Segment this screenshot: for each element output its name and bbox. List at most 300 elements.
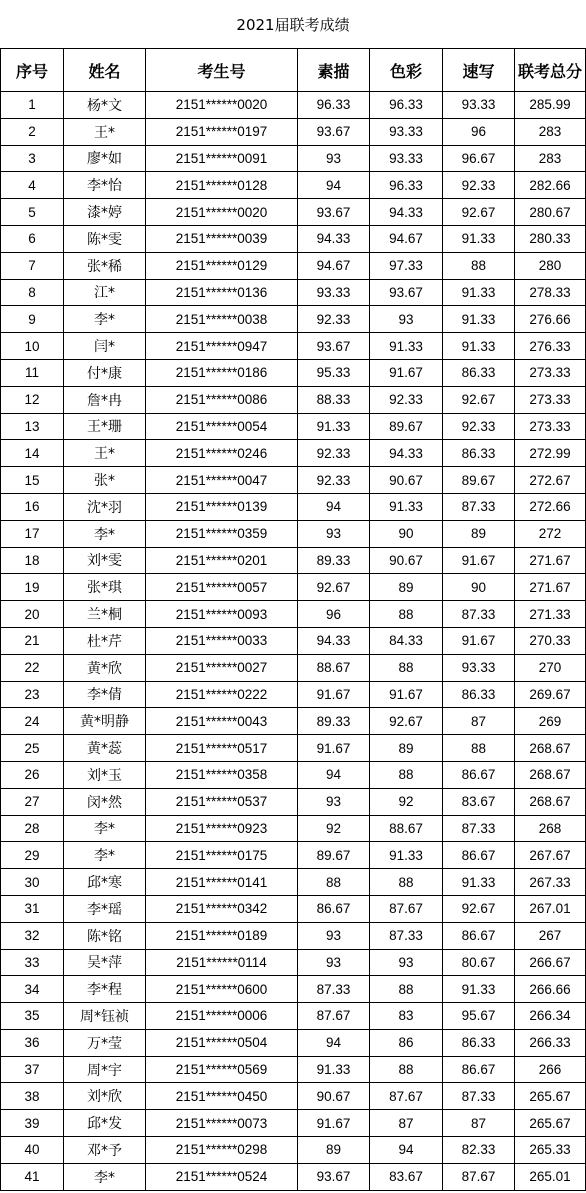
cell-name: 黄*明静 — [64, 708, 146, 735]
cell-serial-number: 8 — [1, 279, 64, 306]
cell-color: 92.67 — [370, 708, 443, 735]
cell-sketch: 93.33 — [298, 279, 370, 306]
cell-candidate-number: 2151******0141 — [146, 869, 298, 896]
cell-serial-number: 30 — [1, 869, 64, 896]
cell-candidate-number: 2151******0033 — [146, 627, 298, 654]
table-row — [1, 1110, 586, 1137]
table-row — [1, 681, 586, 708]
cell-total-score: 270 — [515, 654, 586, 681]
cell-quick-sketch: 83.67 — [443, 788, 515, 815]
cell-sketch: 92.33 — [298, 467, 370, 494]
cell-name: 詹*冉 — [64, 386, 146, 413]
cell-candidate-number: 2151******0246 — [146, 440, 298, 467]
header-candidate-number: 考生号 — [146, 49, 298, 92]
table-row — [1, 118, 586, 145]
cell-quick-sketch: 86.33 — [443, 440, 515, 467]
cell-total-score: 266.34 — [515, 1003, 586, 1030]
cell-color: 88 — [370, 654, 443, 681]
cell-total-score: 269 — [515, 708, 586, 735]
cell-quick-sketch: 92.33 — [443, 172, 515, 199]
cell-quick-sketch: 86.67 — [443, 922, 515, 949]
cell-serial-number: 20 — [1, 601, 64, 628]
header-color: 色彩 — [370, 49, 443, 92]
cell-total-score: 265.67 — [515, 1083, 586, 1110]
cell-quick-sketch: 87.33 — [443, 493, 515, 520]
cell-color: 93.33 — [370, 118, 443, 145]
cell-name: 廖*如 — [64, 145, 146, 172]
table-row — [1, 574, 586, 601]
cell-quick-sketch: 91.67 — [443, 547, 515, 574]
cell-serial-number: 17 — [1, 520, 64, 547]
table-row — [1, 252, 586, 279]
cell-sketch: 94 — [298, 761, 370, 788]
cell-sketch: 93.67 — [298, 333, 370, 360]
cell-quick-sketch: 96.67 — [443, 145, 515, 172]
cell-total-score: 265.67 — [515, 1110, 586, 1137]
cell-sketch: 88.67 — [298, 654, 370, 681]
cell-serial-number: 16 — [1, 493, 64, 520]
cell-sketch: 92.33 — [298, 440, 370, 467]
cell-total-score: 280 — [515, 252, 586, 279]
cell-total-score: 269.67 — [515, 681, 586, 708]
header-sketch: 素描 — [298, 49, 370, 92]
cell-quick-sketch: 91.67 — [443, 627, 515, 654]
cell-sketch: 92 — [298, 815, 370, 842]
cell-quick-sketch: 92.33 — [443, 413, 515, 440]
cell-quick-sketch: 92.67 — [443, 199, 515, 226]
cell-serial-number: 6 — [1, 225, 64, 252]
cell-total-score: 267 — [515, 922, 586, 949]
cell-total-score: 268.67 — [515, 735, 586, 762]
cell-sketch: 89.67 — [298, 842, 370, 869]
cell-sketch: 89.33 — [298, 708, 370, 735]
cell-sketch: 91.33 — [298, 413, 370, 440]
cell-name: 刘*玉 — [64, 761, 146, 788]
cell-serial-number: 7 — [1, 252, 64, 279]
cell-total-score: 268.67 — [515, 788, 586, 815]
cell-serial-number: 13 — [1, 413, 64, 440]
table-row — [1, 1083, 586, 1110]
cell-sketch: 94 — [298, 172, 370, 199]
cell-candidate-number: 2151******0086 — [146, 386, 298, 413]
cell-color: 91.33 — [370, 333, 443, 360]
cell-candidate-number: 2151******0129 — [146, 252, 298, 279]
cell-name: 李* — [64, 842, 146, 869]
cell-name: 邓*予 — [64, 1137, 146, 1164]
cell-total-score: 270.33 — [515, 627, 586, 654]
cell-serial-number: 39 — [1, 1110, 64, 1137]
cell-candidate-number: 2151******0006 — [146, 1003, 298, 1030]
cell-sketch: 91.67 — [298, 681, 370, 708]
cell-sketch: 91.67 — [298, 1110, 370, 1137]
cell-serial-number: 11 — [1, 359, 64, 386]
cell-quick-sketch: 86.67 — [443, 761, 515, 788]
cell-color: 89 — [370, 735, 443, 762]
cell-total-score: 283 — [515, 118, 586, 145]
cell-sketch: 93 — [298, 145, 370, 172]
cell-quick-sketch: 87 — [443, 708, 515, 735]
cell-quick-sketch: 80.67 — [443, 949, 515, 976]
table-header-row — [1, 49, 586, 92]
cell-name: 李*瑶 — [64, 895, 146, 922]
cell-candidate-number: 2151******0342 — [146, 895, 298, 922]
cell-total-score: 265.33 — [515, 1137, 586, 1164]
cell-color: 92.33 — [370, 386, 443, 413]
cell-candidate-number: 2151******0020 — [146, 199, 298, 226]
cell-color: 87.33 — [370, 922, 443, 949]
cell-quick-sketch: 93.33 — [443, 654, 515, 681]
cell-candidate-number: 2151******0298 — [146, 1137, 298, 1164]
cell-total-score: 271.67 — [515, 574, 586, 601]
cell-color: 94.33 — [370, 440, 443, 467]
cell-serial-number: 27 — [1, 788, 64, 815]
cell-total-score: 267.01 — [515, 895, 586, 922]
cell-total-score: 267.67 — [515, 842, 586, 869]
cell-name: 刘*欣 — [64, 1083, 146, 1110]
cell-name: 李* — [64, 520, 146, 547]
cell-sketch: 94.33 — [298, 627, 370, 654]
table-row — [1, 386, 586, 413]
cell-candidate-number: 2151******0027 — [146, 654, 298, 681]
cell-quick-sketch: 87 — [443, 1110, 515, 1137]
cell-color: 91.33 — [370, 493, 443, 520]
cell-quick-sketch: 82.33 — [443, 1137, 515, 1164]
cell-candidate-number: 2151******0524 — [146, 1163, 298, 1190]
cell-sketch: 89 — [298, 1137, 370, 1164]
header-total-score: 联考总分 — [515, 49, 586, 92]
cell-color: 90 — [370, 520, 443, 547]
cell-quick-sketch: 87.33 — [443, 1083, 515, 1110]
cell-name: 杨*文 — [64, 92, 146, 119]
cell-total-score: 265.01 — [515, 1163, 586, 1190]
cell-name: 李* — [64, 815, 146, 842]
table-row — [1, 1163, 586, 1190]
cell-total-score: 266.67 — [515, 949, 586, 976]
cell-candidate-number: 2151******0047 — [146, 467, 298, 494]
cell-candidate-number: 2151******0057 — [146, 574, 298, 601]
cell-total-score: 280.67 — [515, 199, 586, 226]
table-row — [1, 172, 586, 199]
cell-color: 90.67 — [370, 467, 443, 494]
cell-candidate-number: 2151******0569 — [146, 1056, 298, 1083]
table-row — [1, 708, 586, 735]
cell-color: 86 — [370, 1029, 443, 1056]
cell-sketch: 91.67 — [298, 735, 370, 762]
cell-color: 94 — [370, 1137, 443, 1164]
cell-candidate-number: 2151******0197 — [146, 118, 298, 145]
cell-candidate-number: 2151******0186 — [146, 359, 298, 386]
table-row — [1, 869, 586, 896]
table-row — [1, 92, 586, 119]
table-row — [1, 145, 586, 172]
cell-name: 张*琪 — [64, 574, 146, 601]
cell-total-score: 280.33 — [515, 225, 586, 252]
cell-serial-number: 4 — [1, 172, 64, 199]
cell-color: 90.67 — [370, 547, 443, 574]
cell-name: 王* — [64, 118, 146, 145]
cell-quick-sketch: 91.33 — [443, 869, 515, 896]
cell-sketch: 93.67 — [298, 199, 370, 226]
cell-name: 李* — [64, 1163, 146, 1190]
cell-name: 邱*发 — [64, 1110, 146, 1137]
cell-sketch: 96.33 — [298, 92, 370, 119]
cell-serial-number: 24 — [1, 708, 64, 735]
cell-quick-sketch: 88 — [443, 252, 515, 279]
cell-candidate-number: 2151******0923 — [146, 815, 298, 842]
table-row — [1, 654, 586, 681]
cell-sketch: 94 — [298, 493, 370, 520]
cell-serial-number: 14 — [1, 440, 64, 467]
cell-color: 87.67 — [370, 1083, 443, 1110]
cell-name: 陈*雯 — [64, 225, 146, 252]
cell-sketch: 86.67 — [298, 895, 370, 922]
cell-serial-number: 41 — [1, 1163, 64, 1190]
cell-color: 97.33 — [370, 252, 443, 279]
cell-quick-sketch: 91.33 — [443, 279, 515, 306]
cell-serial-number: 19 — [1, 574, 64, 601]
cell-color: 96.33 — [370, 92, 443, 119]
cell-total-score: 273.33 — [515, 359, 586, 386]
cell-sketch: 92.33 — [298, 306, 370, 333]
cell-sketch: 88 — [298, 869, 370, 896]
cell-candidate-number: 2151******0139 — [146, 493, 298, 520]
cell-name: 周*钰祯 — [64, 1003, 146, 1030]
cell-sketch: 93 — [298, 788, 370, 815]
cell-quick-sketch: 91.33 — [443, 976, 515, 1003]
cell-serial-number: 21 — [1, 627, 64, 654]
cell-name: 黄*蕊 — [64, 735, 146, 762]
cell-color: 84.33 — [370, 627, 443, 654]
cell-total-score: 266.66 — [515, 976, 586, 1003]
table-row — [1, 1056, 586, 1083]
cell-name: 闵*然 — [64, 788, 146, 815]
cell-name: 王* — [64, 440, 146, 467]
cell-candidate-number: 2151******0358 — [146, 761, 298, 788]
cell-quick-sketch: 86.67 — [443, 842, 515, 869]
cell-quick-sketch: 90 — [443, 574, 515, 601]
cell-name: 漆*婷 — [64, 199, 146, 226]
cell-name: 万*莹 — [64, 1029, 146, 1056]
cell-total-score: 271.33 — [515, 601, 586, 628]
cell-color: 83.67 — [370, 1163, 443, 1190]
table-row — [1, 440, 586, 467]
table-row — [1, 949, 586, 976]
cell-serial-number: 9 — [1, 306, 64, 333]
cell-serial-number: 28 — [1, 815, 64, 842]
table-row — [1, 788, 586, 815]
cell-serial-number: 25 — [1, 735, 64, 762]
cell-quick-sketch: 95.67 — [443, 1003, 515, 1030]
table-row — [1, 627, 586, 654]
cell-serial-number: 31 — [1, 895, 64, 922]
cell-quick-sketch: 86.67 — [443, 1056, 515, 1083]
cell-serial-number: 12 — [1, 386, 64, 413]
header-name: 姓名 — [64, 49, 146, 92]
cell-candidate-number: 2151******0128 — [146, 172, 298, 199]
cell-name: 黄*欣 — [64, 654, 146, 681]
cell-name: 李* — [64, 306, 146, 333]
cell-name: 江* — [64, 279, 146, 306]
cell-total-score: 267.33 — [515, 869, 586, 896]
cell-color: 87.67 — [370, 895, 443, 922]
cell-serial-number: 29 — [1, 842, 64, 869]
cell-total-score: 266 — [515, 1056, 586, 1083]
cell-name: 陈*铭 — [64, 922, 146, 949]
table-row — [1, 842, 586, 869]
cell-quick-sketch: 87.33 — [443, 601, 515, 628]
cell-candidate-number: 2151******0517 — [146, 735, 298, 762]
table-row — [1, 520, 586, 547]
cell-quick-sketch: 87.67 — [443, 1163, 515, 1190]
cell-total-score: 282.66 — [515, 172, 586, 199]
cell-quick-sketch: 91.33 — [443, 333, 515, 360]
cell-sketch: 87.33 — [298, 976, 370, 1003]
cell-sketch: 93.67 — [298, 118, 370, 145]
cell-candidate-number: 2151******0189 — [146, 922, 298, 949]
cell-candidate-number: 2151******0359 — [146, 520, 298, 547]
cell-quick-sketch: 87.33 — [443, 815, 515, 842]
cell-color: 96.33 — [370, 172, 443, 199]
cell-serial-number: 2 — [1, 118, 64, 145]
cell-quick-sketch: 91.33 — [443, 225, 515, 252]
cell-color: 93 — [370, 949, 443, 976]
cell-serial-number: 32 — [1, 922, 64, 949]
cell-name: 刘*雯 — [64, 547, 146, 574]
cell-candidate-number: 2151******0093 — [146, 601, 298, 628]
cell-candidate-number: 2151******0450 — [146, 1083, 298, 1110]
cell-name: 闫* — [64, 333, 146, 360]
cell-name: 吴*萍 — [64, 949, 146, 976]
cell-color: 88 — [370, 761, 443, 788]
cell-sketch: 94 — [298, 1029, 370, 1056]
cell-total-score: 273.33 — [515, 413, 586, 440]
cell-color: 88 — [370, 869, 443, 896]
cell-serial-number: 26 — [1, 761, 64, 788]
cell-name: 张*稀 — [64, 252, 146, 279]
cell-candidate-number: 2151******0504 — [146, 1029, 298, 1056]
cell-color: 87 — [370, 1110, 443, 1137]
table-row — [1, 199, 586, 226]
cell-total-score: 272.66 — [515, 493, 586, 520]
cell-color: 93.33 — [370, 145, 443, 172]
cell-sketch: 93 — [298, 922, 370, 949]
cell-sketch: 90.67 — [298, 1083, 370, 1110]
cell-serial-number: 37 — [1, 1056, 64, 1083]
cell-name: 李*怡 — [64, 172, 146, 199]
cell-quick-sketch: 86.33 — [443, 1029, 515, 1056]
table-row — [1, 815, 586, 842]
cell-color: 83 — [370, 1003, 443, 1030]
cell-sketch: 94.67 — [298, 252, 370, 279]
table-row — [1, 1029, 586, 1056]
cell-total-score: 278.33 — [515, 279, 586, 306]
cell-candidate-number: 2151******0537 — [146, 788, 298, 815]
cell-candidate-number: 2151******0020 — [146, 92, 298, 119]
cell-sketch: 89.33 — [298, 547, 370, 574]
cell-serial-number: 5 — [1, 199, 64, 226]
cell-name: 杜*芹 — [64, 627, 146, 654]
cell-serial-number: 3 — [1, 145, 64, 172]
cell-serial-number: 23 — [1, 681, 64, 708]
table-row — [1, 306, 586, 333]
cell-serial-number: 34 — [1, 976, 64, 1003]
cell-name: 李*倩 — [64, 681, 146, 708]
cell-color: 88 — [370, 601, 443, 628]
cell-quick-sketch: 96 — [443, 118, 515, 145]
cell-candidate-number: 2151******0136 — [146, 279, 298, 306]
table-row — [1, 601, 586, 628]
cell-quick-sketch: 89 — [443, 520, 515, 547]
cell-serial-number: 33 — [1, 949, 64, 976]
cell-color: 91.67 — [370, 359, 443, 386]
cell-candidate-number: 2151******0201 — [146, 547, 298, 574]
cell-name: 王*珊 — [64, 413, 146, 440]
cell-candidate-number: 2151******0114 — [146, 949, 298, 976]
header-quick-sketch: 速写 — [443, 49, 515, 92]
cell-name: 张* — [64, 467, 146, 494]
cell-candidate-number: 2151******0054 — [146, 413, 298, 440]
cell-name: 周*宇 — [64, 1056, 146, 1083]
cell-sketch: 94.33 — [298, 225, 370, 252]
cell-color: 88.67 — [370, 815, 443, 842]
header-serial-number: 序号 — [1, 49, 64, 92]
cell-color: 93 — [370, 306, 443, 333]
table-row — [1, 359, 586, 386]
cell-sketch: 87.67 — [298, 1003, 370, 1030]
cell-total-score: 268 — [515, 815, 586, 842]
cell-serial-number: 35 — [1, 1003, 64, 1030]
cell-total-score: 272.67 — [515, 467, 586, 494]
cell-sketch: 93 — [298, 949, 370, 976]
table-row — [1, 895, 586, 922]
cell-total-score: 283 — [515, 145, 586, 172]
table-row — [1, 493, 586, 520]
cell-serial-number: 38 — [1, 1083, 64, 1110]
page-title: 2021届联考成绩 — [236, 16, 350, 34]
cell-quick-sketch: 86.33 — [443, 359, 515, 386]
cell-name: 沈*羽 — [64, 493, 146, 520]
table-row — [1, 1003, 586, 1030]
table-row — [1, 735, 586, 762]
cell-color: 94.33 — [370, 199, 443, 226]
cell-sketch: 91.33 — [298, 1056, 370, 1083]
cell-total-score: 272.99 — [515, 440, 586, 467]
cell-serial-number: 22 — [1, 654, 64, 681]
table-row — [1, 279, 586, 306]
cell-total-score: 271.67 — [515, 547, 586, 574]
cell-sketch: 92.67 — [298, 574, 370, 601]
cell-color: 91.67 — [370, 681, 443, 708]
cell-color: 92 — [370, 788, 443, 815]
table-row — [1, 761, 586, 788]
score-table — [0, 48, 586, 1191]
cell-quick-sketch: 89.67 — [443, 467, 515, 494]
cell-name: 邱*寒 — [64, 869, 146, 896]
cell-name: 李*程 — [64, 976, 146, 1003]
cell-candidate-number: 2151******0043 — [146, 708, 298, 735]
cell-color: 88 — [370, 976, 443, 1003]
cell-color: 94.67 — [370, 225, 443, 252]
cell-total-score: 266.33 — [515, 1029, 586, 1056]
cell-candidate-number: 2151******0039 — [146, 225, 298, 252]
table-row — [1, 1137, 586, 1164]
cell-candidate-number: 2151******0600 — [146, 976, 298, 1003]
cell-quick-sketch: 92.67 — [443, 895, 515, 922]
cell-quick-sketch: 86.33 — [443, 681, 515, 708]
table-row — [1, 333, 586, 360]
cell-candidate-number: 2151******0222 — [146, 681, 298, 708]
cell-total-score: 276.33 — [515, 333, 586, 360]
